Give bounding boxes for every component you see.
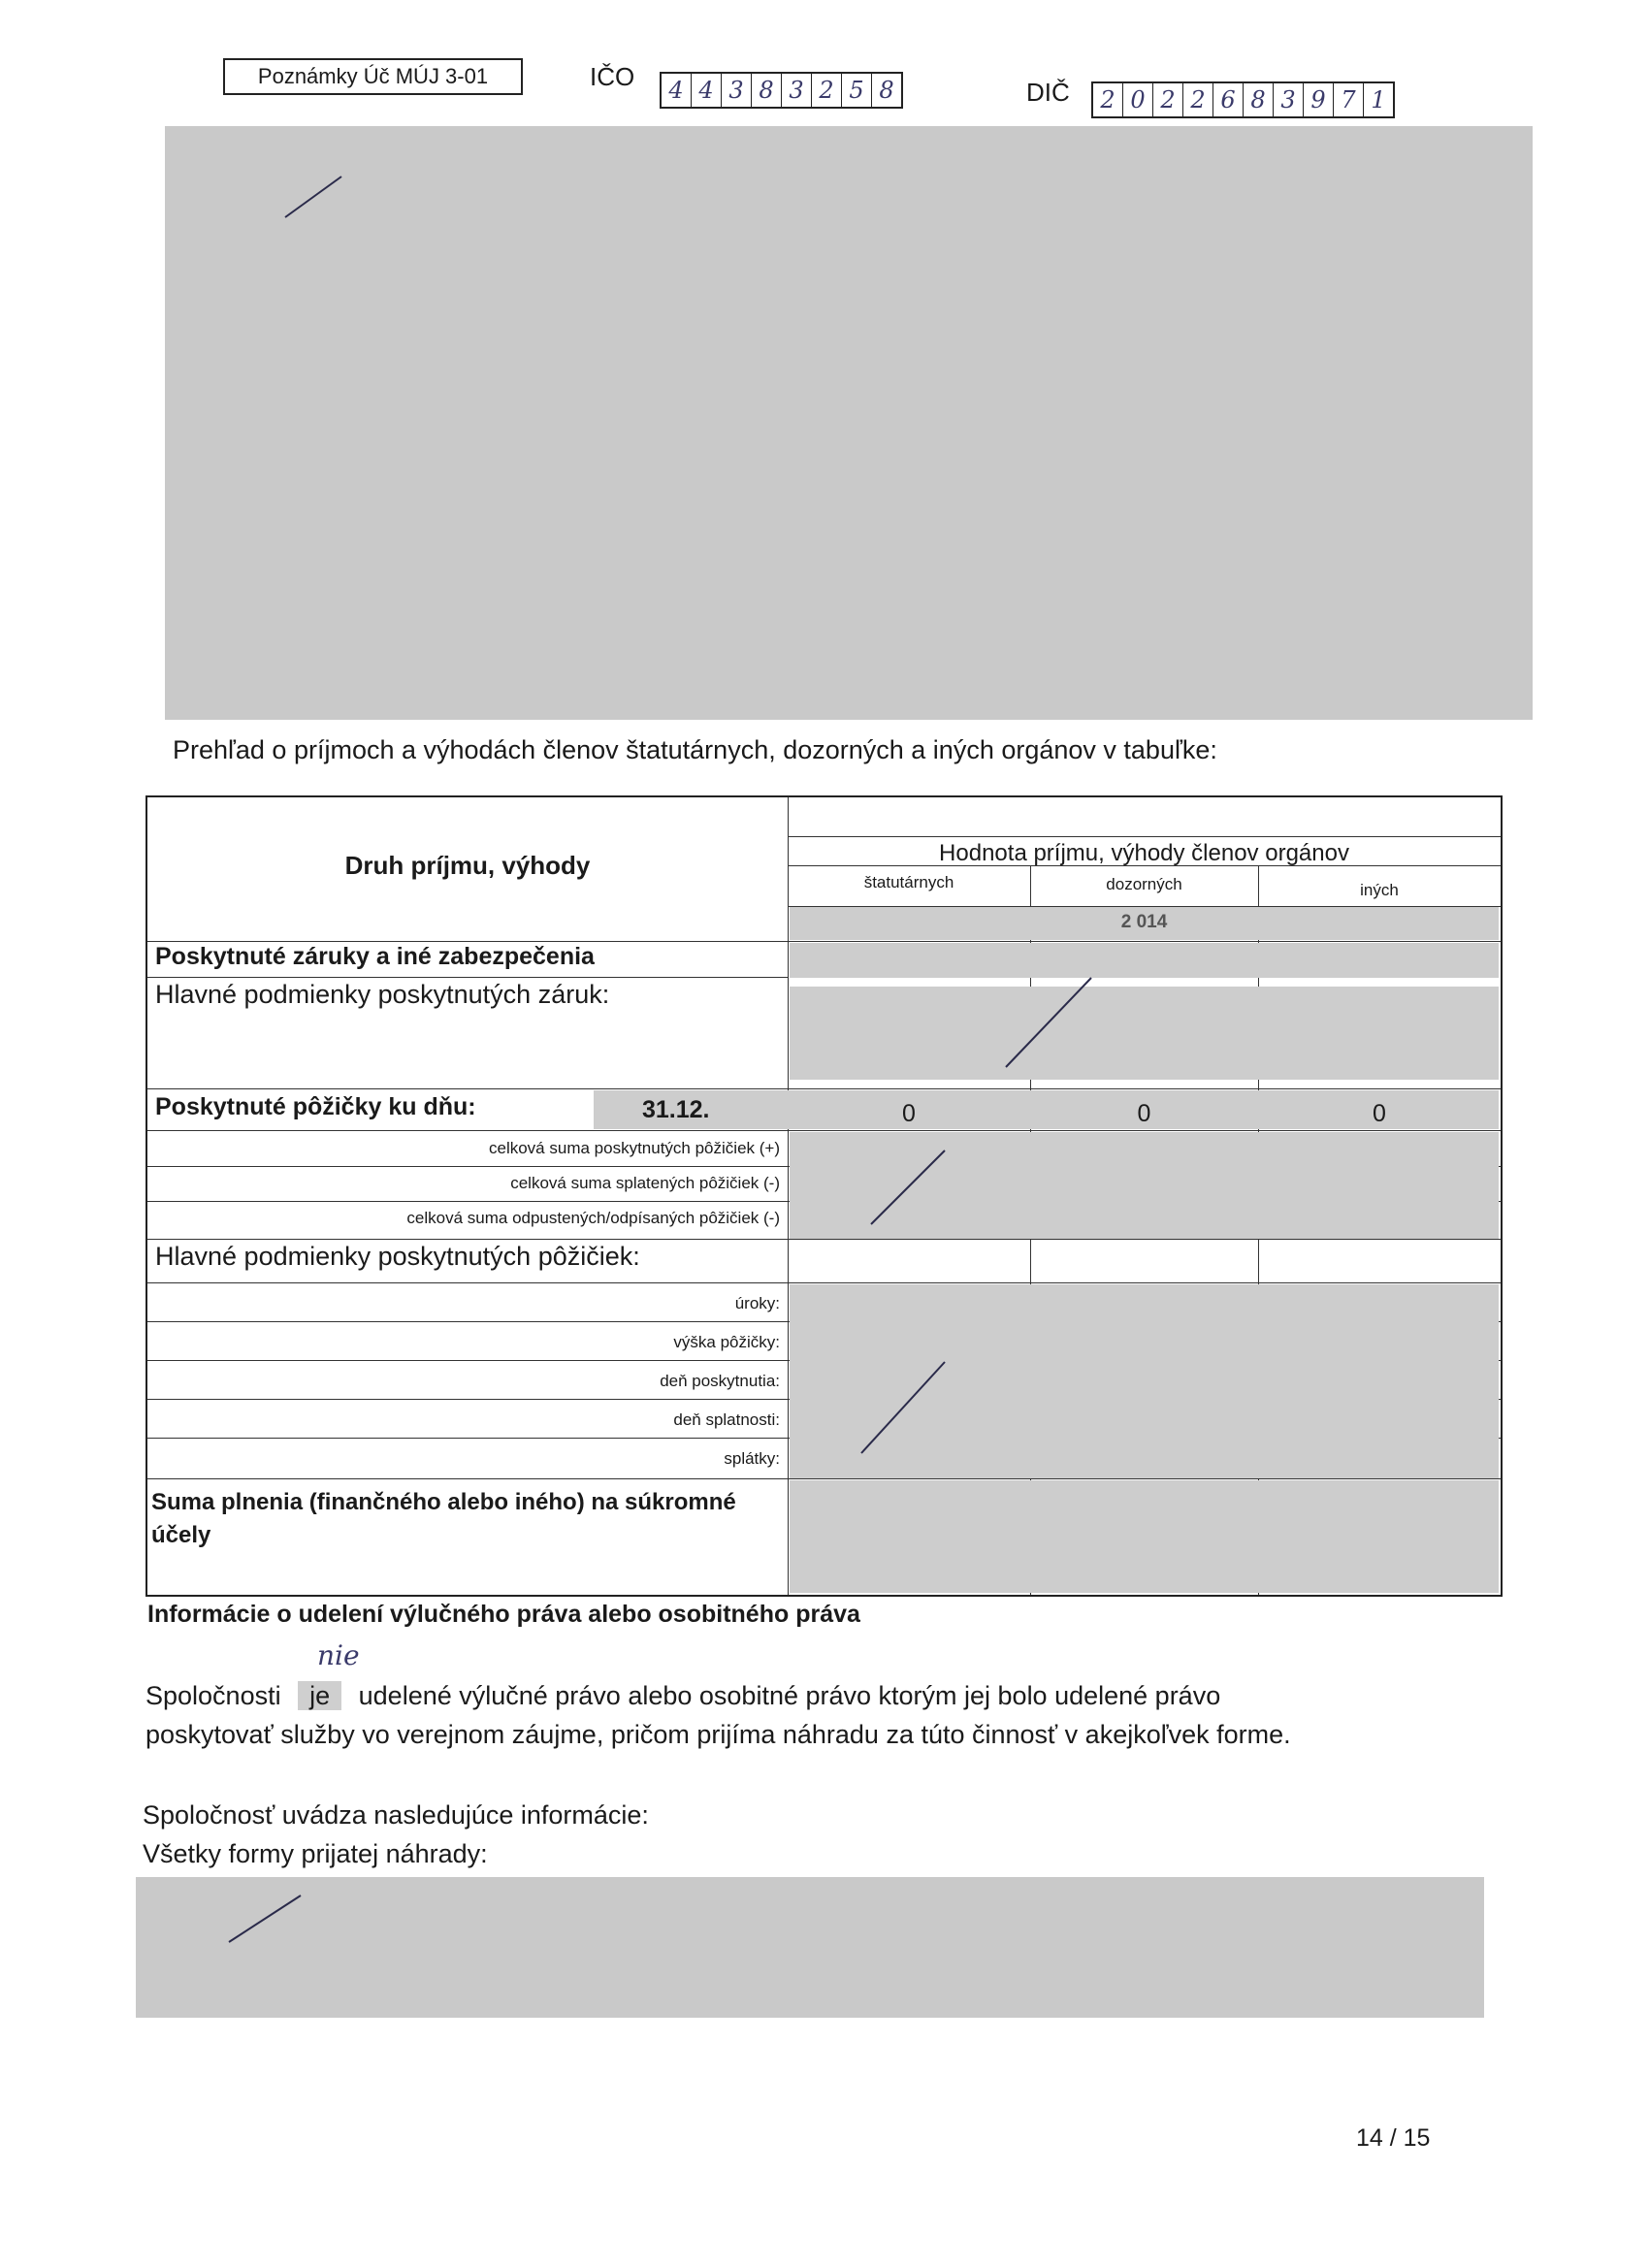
private-purposes-title: [151, 1486, 736, 1552]
ico-digit: 2: [812, 74, 842, 107]
loan-condition-installments: splátky:: [724, 1449, 780, 1468]
dic-label: DIČ: [1026, 78, 1070, 107]
loan-condition-amount: výška pôžičky:: [673, 1333, 780, 1351]
section-guarantees-title: Poskytnuté záruky a iné zabezpečenia: [155, 943, 595, 970]
col-header-right: Hodnota príjmu, výhody členov orgánov: [939, 840, 1349, 866]
subheader-other: iných: [1360, 881, 1399, 899]
ico-digit: 4: [662, 74, 692, 107]
ico-label: IČO: [590, 62, 635, 91]
strike-mark: [1001, 970, 1098, 1077]
page-number: 14 / 15: [1356, 2124, 1431, 2152]
info-line: Spoločnosť uvádza nasledujúce informácie:: [143, 1800, 649, 1830]
dic-digit: 3: [1274, 83, 1304, 116]
redacted-area-top: [165, 126, 1533, 720]
strike-mark: [856, 1356, 953, 1463]
subheader-supervisory: dozorných: [1106, 875, 1182, 893]
private-purposes-title-line1: Suma plnenia (finančného alebo iného) na súkromné: [151, 1489, 736, 1515]
guarantee-conditions-label: Hlavné podmienky poskytnutých záruk:: [155, 980, 610, 1009]
strike-mark: [865, 1145, 953, 1232]
ico-digit: 4: [692, 74, 722, 107]
year-label: 2 014: [1120, 912, 1168, 932]
loans-value-supervisory: 0: [1137, 1100, 1151, 1127]
ico-digit: 8: [752, 74, 782, 107]
ico-digit: 8: [879, 77, 894, 104]
ico-digit: 3: [782, 74, 812, 107]
dic-digit: 6: [1213, 83, 1244, 116]
dic-digits: [1091, 81, 1395, 118]
dic-digit: 2: [1183, 83, 1213, 116]
ico-digits: [660, 72, 903, 109]
loan-row-provided: celková suma poskytnutých pôžičiek (+): [489, 1139, 780, 1157]
income-table: [146, 795, 1503, 1597]
private-purposes-title-line2: účely: [151, 1522, 211, 1548]
rights-line2: poskytovať služby vo verejnom záujme, pričom prijíma náhradu za túto činnosť v akejkoľvek forme.: [146, 1720, 1291, 1749]
section-loans-title: Poskytnuté pôžičky ku dňu:: [155, 1093, 476, 1120]
dic-digit: 9: [1304, 83, 1334, 116]
loans-value-statutory: 0: [902, 1100, 916, 1127]
ico-digit: 5: [842, 74, 872, 107]
loan-condition-issue-date: deň poskytnutia:: [660, 1372, 780, 1390]
strike-mark: [281, 175, 359, 233]
redacted-area-bottom: [136, 1877, 1484, 2018]
col-header-left: Druh príjmu, výhody: [344, 851, 591, 880]
dic-digit: 1: [1371, 86, 1386, 113]
rights-line1-prefix: Spoločnosti: [146, 1681, 281, 1710]
form-label: Poznámky Úč MÚJ 3-01: [223, 58, 523, 95]
loan-condition-interest: úroky:: [734, 1294, 780, 1312]
rights-title: Informácie o udelení výlučného práva alebo osobitného práva: [147, 1601, 860, 1628]
strike-mark: [223, 1892, 310, 1950]
loans-value-other: 0: [1373, 1100, 1386, 1127]
intro-text: Prehľad o príjmoch a výhodách členov štatutárnych, dozorných a iných orgánov v tabuľke:: [173, 735, 1217, 764]
dic-digit: 7: [1334, 83, 1364, 116]
rights-paragraph: [146, 1676, 1504, 1754]
loan-condition-due-date: deň splatnosti:: [673, 1410, 780, 1429]
handwritten-note: nie: [317, 1639, 360, 1671]
dic-digit: 0: [1123, 83, 1153, 116]
rights-highlight: je: [298, 1681, 341, 1710]
loan-row-repaid: celková suma splatených pôžičiek (-): [510, 1174, 780, 1192]
loan-row-forgiven: celková suma odpustených/odpísaných pôžičiek (-): [406, 1209, 780, 1227]
rights-line1-suffix: udelené výlučné právo alebo osobitné právo ktorým jej bolo udelené právo: [358, 1681, 1221, 1710]
forms-line: Všetky formy prijatej náhrady:: [143, 1839, 488, 1868]
dic-digit: 2: [1093, 83, 1123, 116]
loan-conditions-title: Hlavné podmienky poskytnutých pôžičiek:: [155, 1242, 640, 1271]
dic-digit: 2: [1153, 83, 1183, 116]
loans-date: 31.12.: [642, 1096, 710, 1123]
subheader-statutory: štatutárnych: [863, 873, 954, 891]
ico-digit: 3: [722, 74, 752, 107]
dic-digit: 8: [1244, 83, 1274, 116]
